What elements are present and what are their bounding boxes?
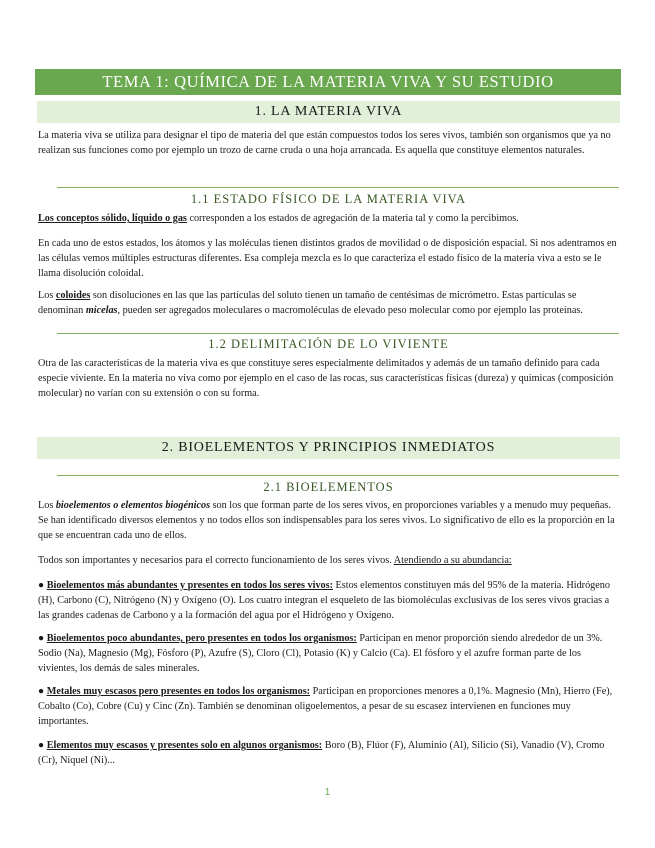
text: Todos son importantes y necesarios para el correcto funcionamiento de los seres vivos. [38, 555, 394, 566]
bioelementos-paragraph-2 [38, 553, 620, 568]
document-title: TEMA 1: QUÍMICA DE LA MATERIA VIVA Y SU ESTUDIO [35, 69, 621, 95]
term-bioelementos: bioelementos o elementos biogénicos [55, 500, 211, 511]
divider [57, 187, 619, 188]
list-item [38, 578, 620, 623]
page-number: 1 [324, 787, 331, 798]
subsection-1-1-heading: 1.1 ESTADO FÍSICO DE LA MATERIA VIVA [190, 192, 467, 206]
delimitacion-paragraph: Otra de las características de la materia viva es que constituye seres especialmente delimitados y además de un tamaño definido para cada especie viviente. En la materia no viva como por ejemplo en el caso de las rocas, sus características físicas (dureza) y químicas (composición molecular) no varían con su extensión o con su forma. [38, 358, 614, 399]
term-micelas: micelas [85, 305, 118, 316]
section-2-heading: 2. BIOELEMENTOS Y PRINCIPIOS INMEDIATOS [37, 437, 620, 459]
text: , pueden ser agregados moleculares o macromoléculas de elevado peso molecular como por ejemplo las proteínas. [117, 305, 583, 316]
divider [57, 333, 619, 334]
list-item-text: Estos elementos constituyen más del 95% de la materia. Hidrógeno (H), Carbono (C), Nitrógeno (N) y Oxígeno (O). Los cuatro integran el esqueleto de las biomoléculas exclusivas de los seres vivos gracias a las grandes cadenas de Carbono y a la formación del agua por el Hidrógeno y Oxígeno. [38, 580, 610, 621]
divider [57, 475, 619, 476]
list-item-text: Participan en menor proporción siendo alrededor de un 3%. Sodio (Na), Magnesio (Mg), Fósforo (P), Azufre (S), Cloro (Cl), Potasio (K) y Calcio (Ca). El fósforo y el azufre forman parte de los vivientes, los demás de sales minerales. [38, 633, 603, 674]
text: son los que forman parte de los seres vivos, en proporciones variables y a menudo muy pequeñas. Se han identificado diversos elementos y no todos ellos son indispensables para los seres vivos. Lo significativo de ello es la proporción en la que se encuentran cada uno de ellos. [38, 500, 615, 541]
bullet-icon: ● [38, 686, 45, 697]
list-item-text: Boro (B), Flúor (F), Aluminio (Al), Silicio (Si), Vanadio (V), Cromo (Cr), Níquel (Ni)... [38, 740, 605, 766]
text: son disoluciones en las que las partículas del soluto tienen un tamaño de centésimas de micrómetro. Estas partículas se denominan [38, 290, 577, 316]
text: Los [38, 500, 56, 511]
list-item-title: Bioelementos poco abundantes, pero presentes en todos los organismos: [46, 633, 357, 644]
list-item-text: Participan en proporciones menores a 0,1%. Magnesio (Mn), Hierro (Fe), Cobalto (Co), Cobre (Cu) y Cinc (Zn). También se denominan oligoelementos, a pesar de su escasez intervienen en funciones muy importantes. [38, 686, 613, 727]
list-item [38, 738, 620, 768]
text: Los [38, 290, 56, 301]
list-item-title: Metales muy escasos pero presentes en todos los organismos: [46, 686, 311, 697]
subsection-2-1-heading: 2.1 BIOELEMENTOS [263, 480, 394, 494]
estado-fisico-paragraph-2: En cada uno de estos estados, los átomos y las moléculas tienen distintos grados de movilidad o de disposición espacial. Si nos adentramos en las células vemos múltiples estructuras diferentes. Esa compleja mezcla es lo que caracteriza el estado físico de la materia viva a esto se le llama disolución coloidal. [38, 238, 617, 279]
list-item-title: Elementos muy escasos y presentes solo en algunos organismos: [46, 740, 323, 751]
bullet-icon: ● [38, 633, 45, 644]
term-conceptos: Los conceptos sólido, líquido o gas [38, 213, 187, 224]
list-item [38, 631, 620, 676]
term-coloides: coloides [55, 290, 91, 301]
list-item-title: Bioelementos más abundantes y presentes en todos los seres vivos: [46, 580, 333, 591]
subsection-1-2-heading: 1.2 DELIMITACIÓN DE LO VIVIENTE [208, 337, 449, 351]
bioelementos-paragraph-1 [38, 498, 620, 543]
section-1-heading: 1. LA MATERIA VIVA [37, 101, 620, 123]
section-1-intro: La materia viva se utiliza para designar el tipo de materia del que están compuestos todos los seres vivos, también son organismos que ya no realizan sus funciones como por ejemplo un trozo de carne cruda o una hoja arrancada. Es aquella que constituye elementos naturales. [38, 130, 611, 156]
estado-fisico-paragraph-1 [38, 211, 620, 226]
text: corresponden a los estados de agregación de la materia tal y como la percibimos. [186, 213, 519, 224]
bullet-icon: ● [38, 740, 45, 751]
abundance-label: Atendiendo a su abundancia: [393, 555, 512, 566]
list-item [38, 684, 620, 729]
bullet-icon: ● [38, 580, 45, 591]
estado-fisico-paragraph-3 [38, 288, 620, 318]
